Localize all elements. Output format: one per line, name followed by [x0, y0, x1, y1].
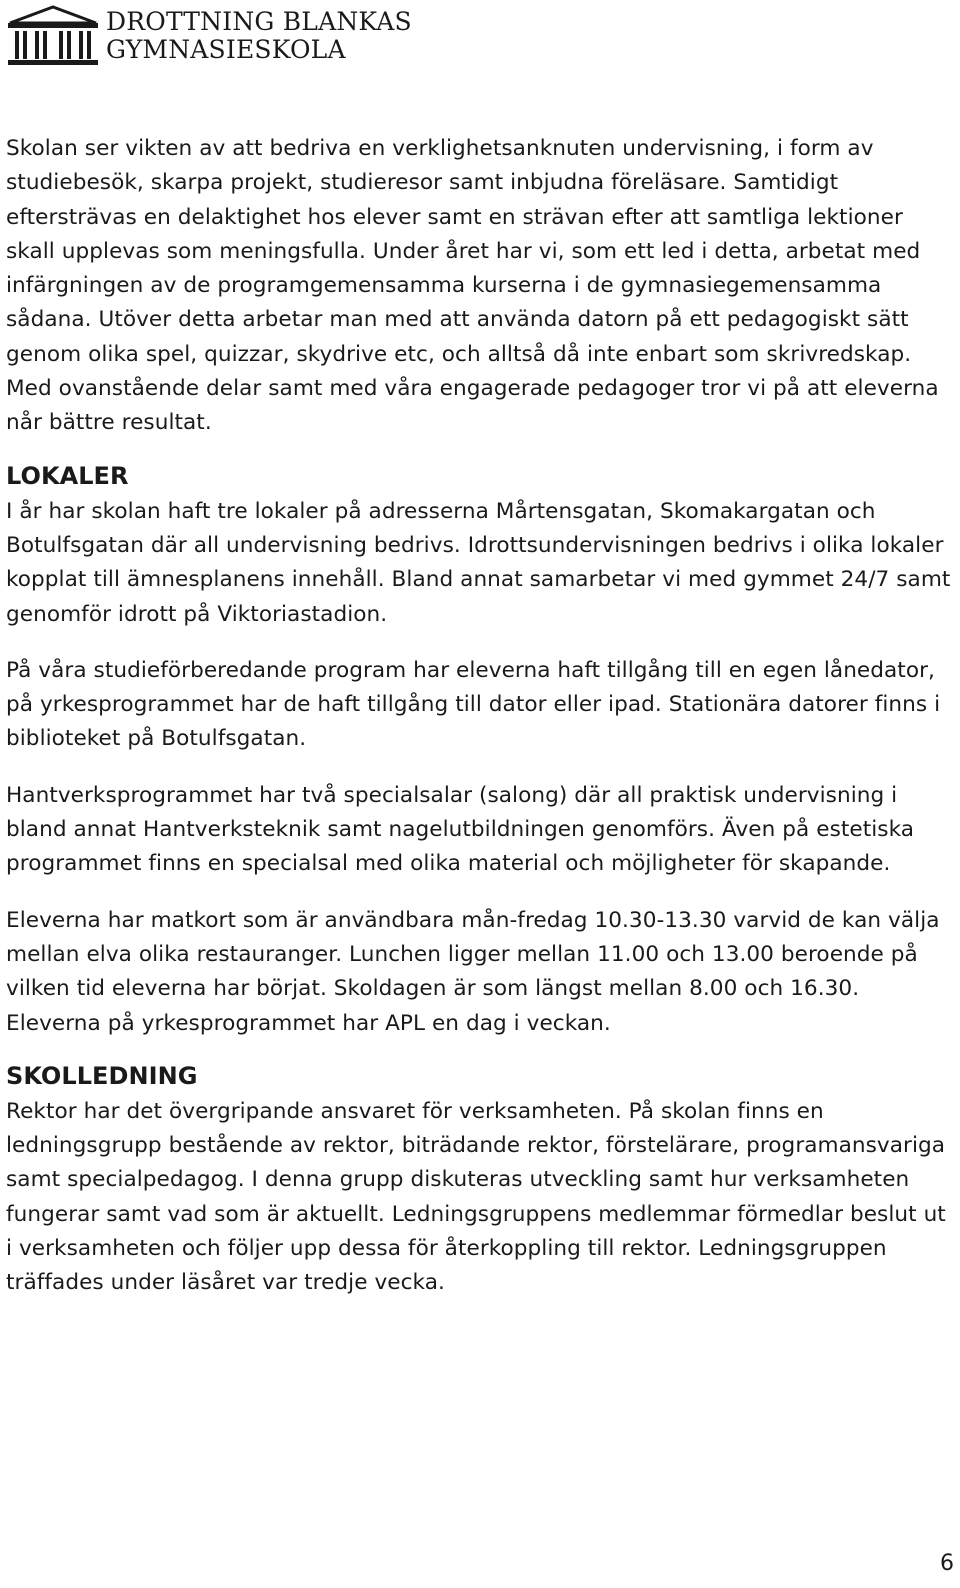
logo-text — [106, 8, 412, 64]
building-columns-icon — [6, 5, 100, 67]
logo-line-2: GYMNASIESKOLA — [106, 35, 346, 64]
document-body — [6, 132, 956, 1301]
paragraph-lokaler: I år har skolan haft tre lokaler på adresserna Mårtensgatan, Skomakargatan och Botulfsgatan där all undervisning bedrivs. Idrottsundervisningen bedrivs i olika lokaler kopplat till ämnesplanens innehåll. Bland annat samarbetar vi med gymmet 24/7 samt genomför idrott på Viktoriastadion. — [6, 498, 951, 627]
heading-lokaler: LOKALER — [6, 461, 129, 490]
logo-line-1: DROTTNING BLANKAS — [106, 7, 412, 36]
paragraph-skolledning: Rektor har det övergripande ansvaret för verksamheten. På skolan finns en ledningsgrupp bestående av rektor, biträdande rektor, förstelärare, programansvariga samt specialpedagog. I denna grupp diskuteras utveckling samt hur verksamheten fungerar samt vad som är aktuellt. Ledningsgruppens medlemmar förmedlar beslut ut i verksamheten och följer upp dessa för återkoppling till rektor. Ledningsgruppen träffades under läsåret var tredje vecka. — [6, 1098, 946, 1296]
paragraph-matkort: Eleverna har matkort som är användbara mån-fredag 10.30-13.30 varvid de kan välja mellan elva olika restauranger. Lunchen ligger mellan 11.00 och 13.00 beroende på vilken tid eleverna har börjat. Skoldagen är som längst mellan 8.00 och 16.30. Eleverna på yrkesprogrammet har APL en dag i veckan. — [6, 907, 940, 1036]
page-number: 6 — [940, 1551, 954, 1576]
heading-skolledning: SKOLLEDNING — [6, 1061, 198, 1090]
paragraph-specialsalar: Hantverksprogrammet har två specialsalar (salong) där all praktisk undervisning i bland annat Hantverksteknik samt nagelutbildningen genomförs. Även på estetiska programmet finns en specialsal med olika material och möjligheter för skapande. — [6, 782, 915, 877]
paragraph-datorer: På våra studieförberedande program har eleverna haft tillgång till en egen lånedator, på yrkesprogrammet har de haft tillgång till dator eller ipad. Stationära datorer finns i biblioteket på Botulfsgatan. — [6, 657, 941, 752]
paragraph-intro: Skolan ser vikten av att bedriva en verklighetsanknuten undervisning, i form av studiebesök, skarpa projekt, studieresor samt inbjudna föreläsare. Samtidigt eftersträvas en delaktighet hos elever samt en strävan efter att samtliga lektioner skall upplevas som meningsfulla. Under året har vi, som ett led i detta, arbetat med infärgningen av de programgemensamma kurserna i de gymnasiegemensamma sådana. Utöver detta arbetar man med att använda datorn på ett pedagogiskt sätt genom olika spel, quizzar, skydrive etc, och alltså då inte enbart som skrivredskap. Med ovanstående delar samt med våra engagerade pedagoger tror vi på att eleverna når bättre resultat. — [6, 136, 939, 436]
school-logo — [6, 4, 412, 68]
